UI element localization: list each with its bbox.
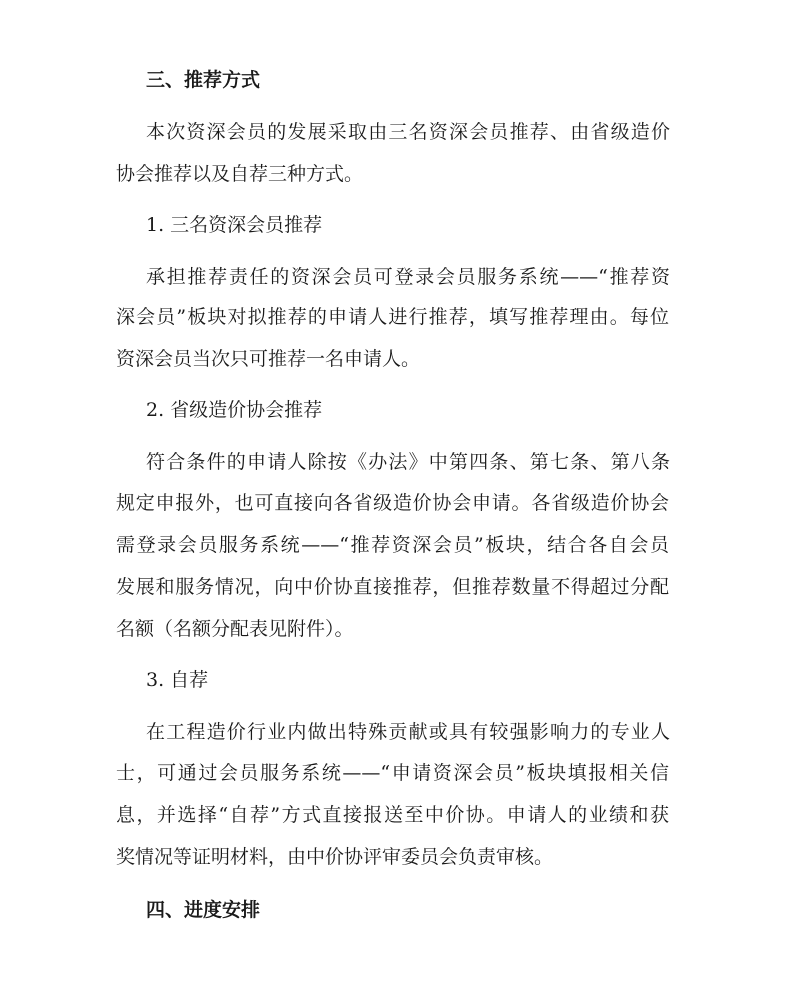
paragraph-text: 符合条件的申请人除按《办法》中第四条、第七条、第八条 [146,451,670,473]
paragraph-text: 息，并选择“自荐”方式直接报送至中价协。申请人的业绩和获 [116,804,669,826]
paragraph-line [0,112,788,152]
paragraph-text: 规定申报外，也可直接向各省级造价协会申请。各省级造价协会 [116,492,669,514]
section-heading [0,60,788,100]
paragraph-line [0,339,788,379]
paragraph-text: 发展和服务情况，向中价协直接推荐，但推荐数量不得超过分配 [116,576,669,598]
paragraph-line [0,753,788,793]
paragraph-line [0,154,788,194]
paragraph-line [0,712,788,752]
subsection-title [0,660,788,700]
paragraph-line [0,525,788,565]
paragraph-line [0,257,788,297]
paragraph-line [0,442,788,482]
paragraph-text: 名额（名额分配表见附件）。 [116,618,354,640]
subsection-title [0,205,788,245]
subsection-title-text: 2. 省级造价协会推荐 [146,399,323,421]
subsection-title-text: 1. 三名资深会员推荐 [146,214,323,236]
paragraph-line [0,297,788,337]
paragraph-text: 在工程造价行业内做出特殊贡献或具有较强影响力的专业人 [146,721,670,743]
section-heading-text: 四、进度安排 [146,899,261,921]
paragraph-line [0,609,788,649]
paragraph-text: 协会推荐以及自荐三种方式。 [116,163,364,185]
subsection-title [0,390,788,430]
paragraph-line [0,483,788,523]
section-heading [0,890,788,930]
paragraph-text: 士，可通过会员服务系统——“申请资深会员”板块填报相关信 [116,762,669,784]
paragraph-line [0,795,788,835]
paragraph-text: 承担推荐责任的资深会员可登录会员服务系统——“推荐资 [146,266,670,288]
paragraph-text: 奖情况等证明材料，由中价协评审委员会负责审核。 [116,846,554,868]
paragraph-line [0,837,788,877]
paragraph-text: 本次资深会员的发展采取由三名资深会员推荐、由省级造价 [146,121,670,143]
subsection-title-text: 3. 自荐 [146,669,209,691]
paragraph-line [0,567,788,607]
paragraph-text: 需登录会员服务系统——“推荐资深会员”板块，结合各自会员 [116,534,669,556]
paragraph-text: 资深会员当次只可推荐一名申请人。 [116,348,421,370]
section-heading-text: 三、推荐方式 [146,69,261,91]
paragraph-text: 深会员”板块对拟推荐的申请人进行推荐，填写推荐理由。每位 [116,306,669,328]
